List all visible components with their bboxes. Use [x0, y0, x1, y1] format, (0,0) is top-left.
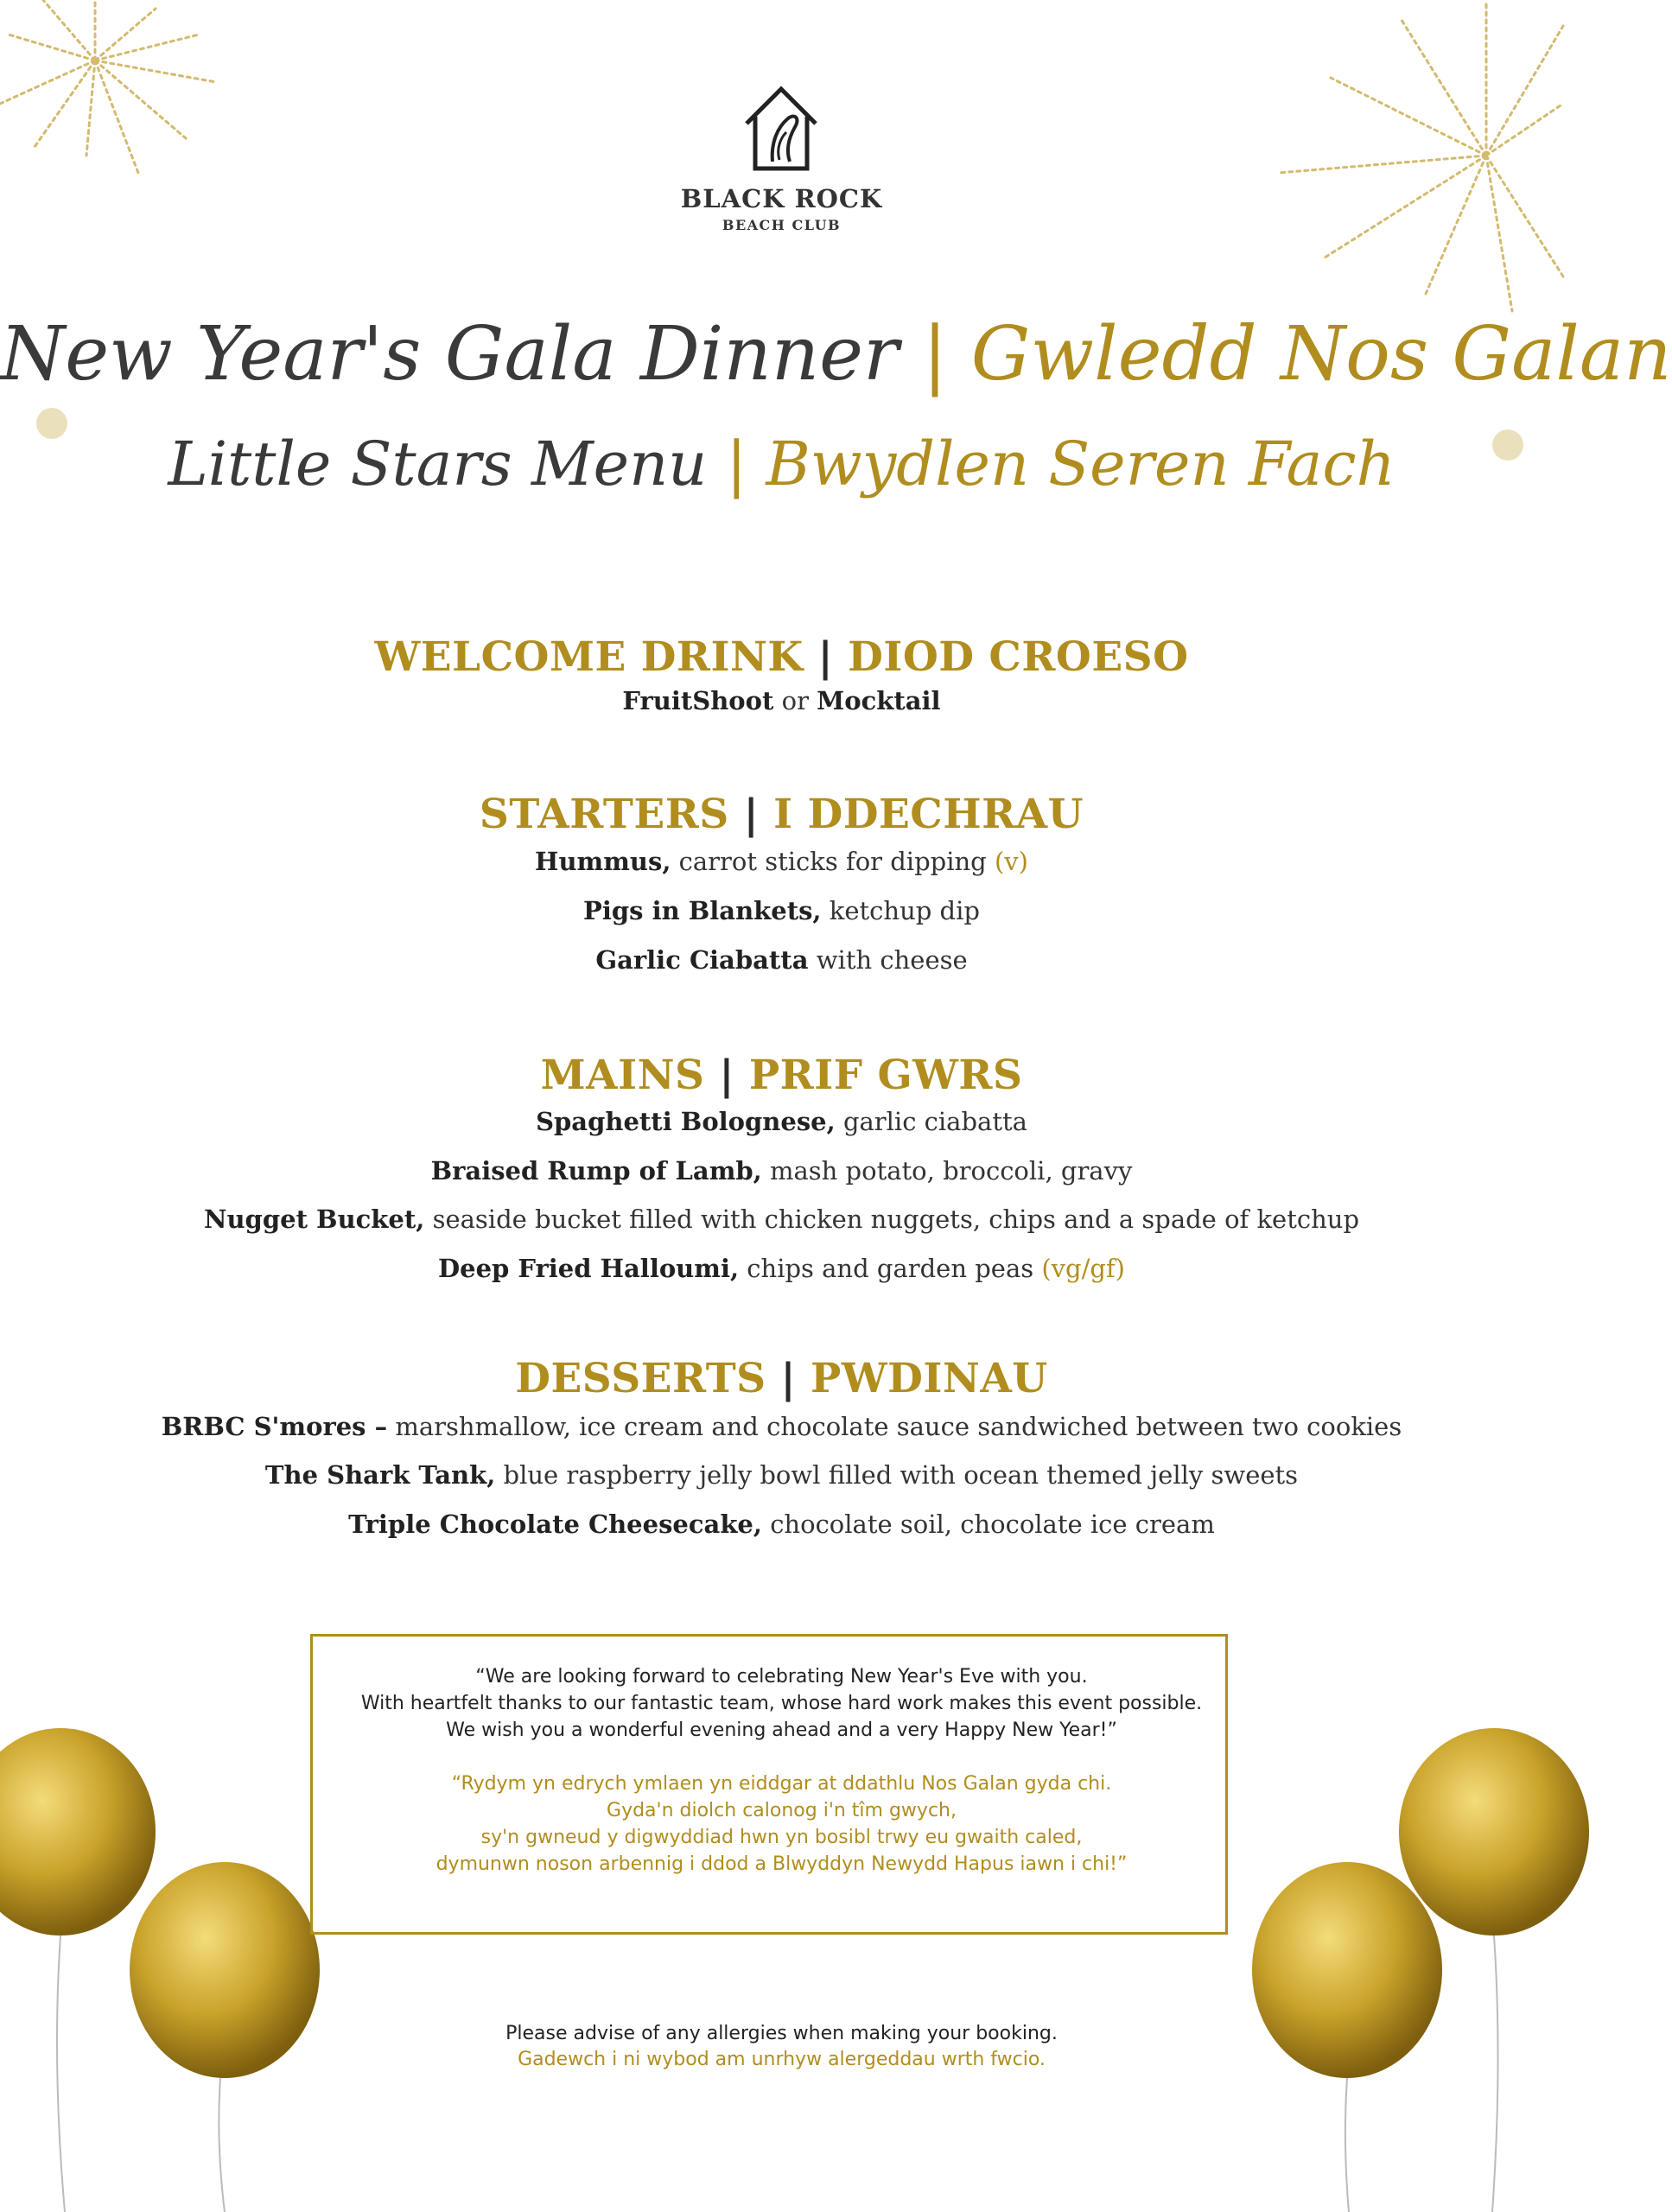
item-name: Garlic Ciabatta — [595, 945, 809, 975]
title-cy: Gwledd Nos Galan — [970, 311, 1672, 397]
starters-heading — [0, 791, 1563, 838]
item-name: Pigs in Blankets, — [583, 896, 822, 925]
message-cy-line: sy'n gwneud y digwyddiad hwn yn bosibl trwy eu gwaith caled, — [480, 1827, 1083, 1848]
mains-heading-separator: | — [719, 1052, 734, 1099]
welcome-heading — [0, 633, 1563, 681]
title-line-1 — [0, 311, 1672, 397]
main-item — [0, 1156, 1563, 1185]
item-name: Triple Chocolate Cheesecake, — [348, 1510, 762, 1539]
main-item — [0, 1109, 1563, 1135]
desserts-heading-en: DESSERTS — [515, 1355, 766, 1402]
brand-name: BLACK ROCK — [680, 184, 883, 213]
message-en-line: “We are looking forward to celebrating New Year's Eve with you. — [475, 1666, 1088, 1688]
main-item — [0, 1256, 1563, 1281]
starters-heading-cy: I DDECHRAU — [773, 791, 1084, 838]
welcome-item-or: or — [781, 686, 809, 715]
subtitle-separator: | — [726, 429, 747, 499]
title-separator: | — [922, 311, 948, 397]
item-name: Spaghetti Bolognese, — [536, 1107, 836, 1136]
message-cy-line: dymunwn noson arbennig i ddod a Blwyddyn Newydd Hapus iawn i chi!” — [435, 1853, 1128, 1875]
item-name: Hummus, — [535, 847, 671, 876]
item-desc: with cheese — [816, 945, 968, 975]
dessert-item — [0, 1414, 1563, 1440]
item-desc: carrot sticks for dipping — [678, 847, 987, 876]
mains-heading-cy: PRIF GWRS — [748, 1052, 1023, 1099]
item-desc: chocolate soil, chocolate ice cream — [770, 1510, 1215, 1539]
desserts-heading — [0, 1355, 1563, 1402]
welcome-item — [0, 686, 1563, 715]
item-name: Braised Rump of Lamb, — [430, 1156, 762, 1185]
allergy-notice-en: Please advise of any allergies when making your booking. — [505, 2023, 1058, 2044]
allergy-notice-cy: Gadewch i ni wybod am unrhyw alergeddau wrth fwcio. — [518, 2049, 1046, 2070]
item-name: Nugget Bucket, — [203, 1205, 425, 1234]
item-name: Deep Fried Halloumi, — [437, 1254, 740, 1283]
starter-item — [0, 849, 1563, 874]
welcome-heading-separator: | — [817, 633, 834, 681]
starters-heading-en: STARTERS — [479, 791, 729, 838]
welcome-heading-cy: DIOD CROESO — [848, 633, 1189, 681]
item-desc: seaside bucket filled with chicken nuggets, chips and a spade of ketchup — [432, 1205, 1360, 1234]
item-name: BRBC S'mores – — [161, 1412, 388, 1441]
dietary-tag: (vg/gf) — [1041, 1254, 1125, 1283]
subtitle-en: Little Stars Menu — [168, 429, 708, 499]
dessert-item — [0, 1460, 1563, 1490]
mains-heading-en: MAINS — [540, 1052, 705, 1099]
item-desc: garlic ciabatta — [842, 1107, 1027, 1136]
dietary-tag: (v) — [994, 847, 1028, 876]
title-en: New Year's Gala Dinner — [0, 311, 900, 397]
welcome-item-b: Mocktail — [817, 686, 941, 715]
item-desc: ketchup dip — [829, 896, 980, 925]
dessert-item — [0, 1512, 1563, 1537]
starter-item — [0, 896, 1563, 925]
item-desc: mash potato, broccoli, gravy — [769, 1156, 1133, 1185]
main-item — [0, 1207, 1563, 1232]
message-cy-line: “Rydym yn edrych ymlaen yn eiddgar at ddathlu Nos Galan gyda chi. — [451, 1773, 1112, 1795]
title-line-2 — [0, 429, 1563, 499]
mains-heading — [0, 1052, 1563, 1099]
item-desc: marshmallow, ice cream and chocolate sauce sandwiched between two cookies — [395, 1412, 1402, 1441]
message-cy-line: Gyda'n diolch calonog i'n tîm gwych, — [607, 1800, 957, 1821]
message-en-line: We wish you a wonderful evening ahead and a very Happy New Year!” — [446, 1719, 1117, 1741]
desserts-heading-separator: | — [780, 1355, 797, 1402]
starter-item — [0, 945, 1563, 975]
firework-top-right-icon — [1227, 0, 1563, 311]
item-desc: chips and garden peas — [747, 1254, 1034, 1283]
message-en-line: With heartfelt thanks to our fantastic team, whose hard work makes this event possible. — [360, 1693, 1203, 1714]
desserts-heading-cy: PWDINAU — [810, 1355, 1048, 1402]
welcome-item-a: FruitShoot — [622, 686, 774, 715]
welcome-heading-en: WELCOME DRINK — [374, 633, 804, 681]
subtitle-cy: Bwydlen Seren Fach — [766, 429, 1395, 499]
starters-heading-separator: | — [743, 791, 760, 838]
black-rock-logo-icon — [738, 82, 824, 173]
item-desc: blue raspberry jelly bowl filled with ocean themed jelly sweets — [503, 1460, 1299, 1490]
brand-subtitle: BEACH CLUB — [722, 217, 842, 233]
item-name: The Shark Tank, — [264, 1460, 496, 1490]
